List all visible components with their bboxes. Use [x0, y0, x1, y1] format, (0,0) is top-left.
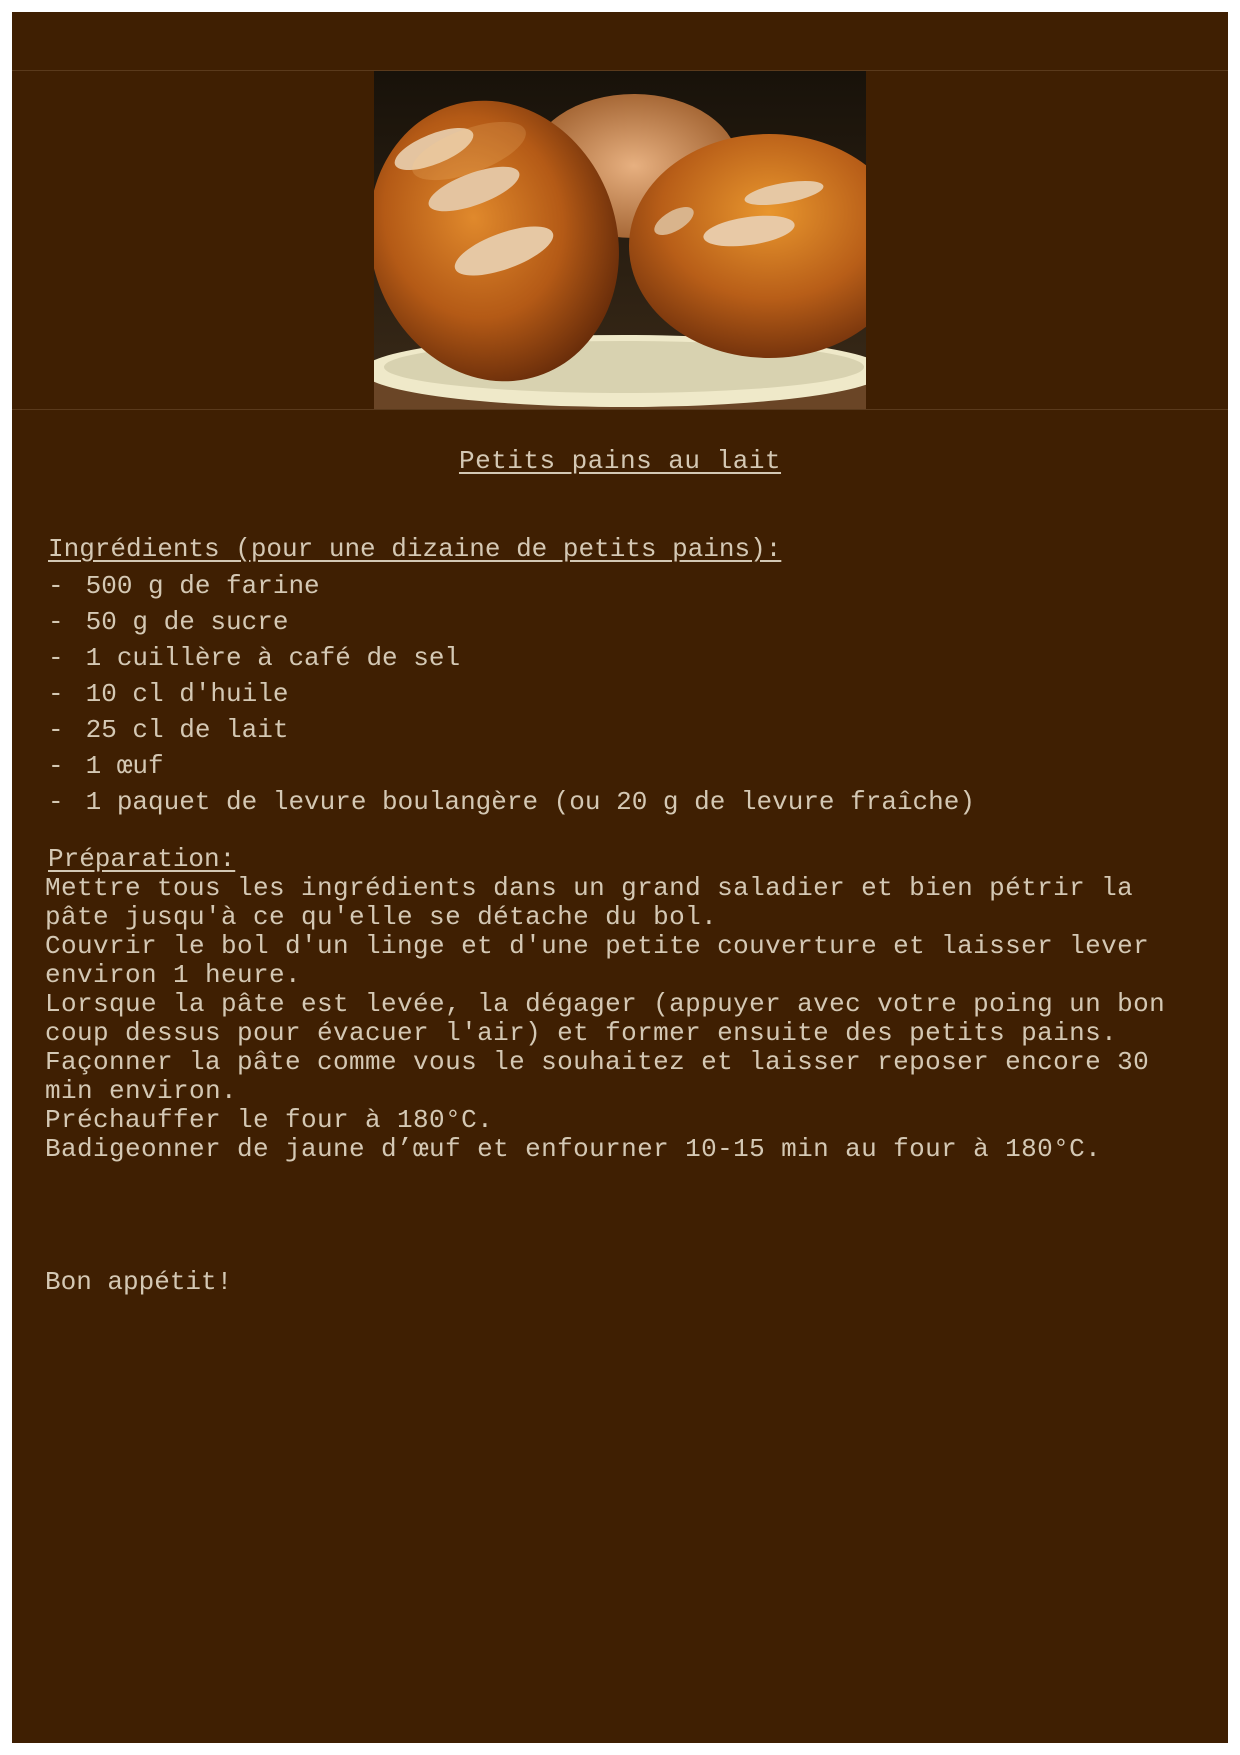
photo-row [12, 71, 1228, 410]
ingredient-item: - 1 cuillère à café de sel [48, 643, 461, 673]
preparation-step: Couvrir le bol d'un linge et d'une petite couverture et laisser lever environ 1 heure. [45, 931, 1150, 990]
ingredient-item: - 1 paquet de levure boulangère (ou 20 g de levure fraîche) [48, 787, 975, 817]
ingredients-list [48, 568, 975, 820]
bread-rolls-photo [374, 71, 866, 409]
recipe-page [12, 12, 1228, 1743]
recipe-title: Petits pains au lait [458, 446, 782, 476]
ingredient-item: - 500 g de farine [48, 571, 320, 601]
preparation-body [45, 874, 1205, 1164]
preparation-step: Mettre tous les ingrédients dans un grand saladier et bien pétrir la pâte jusqu'à ce qu'elle se détache du bol. [45, 873, 1134, 932]
preparation-step: Préchauffer le four à 180°C. [45, 1105, 494, 1135]
ingredient-item: - 10 cl d'huile [48, 679, 289, 709]
ingredient-item: - 1 œuf [48, 751, 164, 781]
preparation-step: Façonner la pâte comme vous le souhaitez et laisser reposer encore 30 min environ. [45, 1047, 1150, 1106]
ingredient-item: - 50 g de sucre [48, 607, 289, 637]
header-band [12, 12, 1228, 71]
closing-text: Bon appétit! [45, 1267, 233, 1297]
ingredient-item: - 25 cl de lait [48, 715, 289, 745]
ingredients-heading: Ingrédients (pour une dizaine de petits pains): [48, 534, 782, 564]
preparation-step: Badigeonner de jaune d’œuf et enfourner 10-15 min au four à 180°C. [45, 1134, 1102, 1164]
preparation-step: Lorsque la pâte est levée, la dégager (appuyer avec votre poing un bon coup dessus pour évacuer l'air) et former ensuite des petits pains. [45, 989, 1166, 1048]
preparation-heading: Préparation: [48, 844, 236, 874]
